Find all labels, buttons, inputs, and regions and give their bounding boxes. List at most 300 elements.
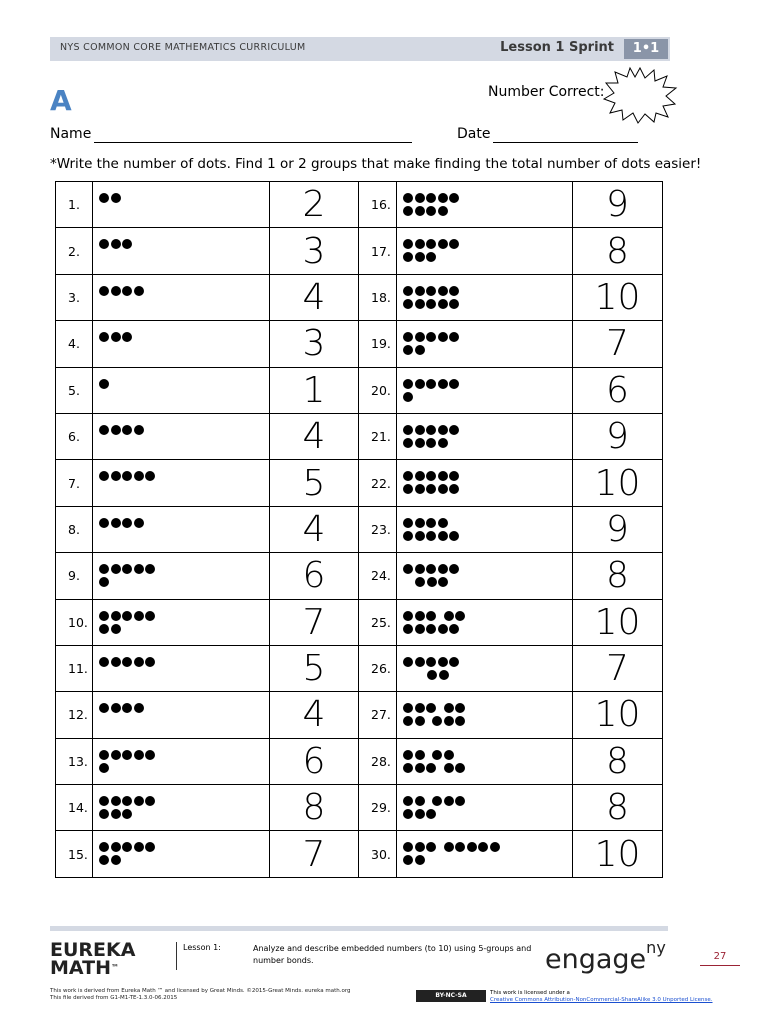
dot bbox=[449, 379, 459, 389]
dot bbox=[403, 657, 413, 667]
dots-cell bbox=[397, 460, 573, 506]
dot bbox=[111, 193, 121, 203]
dot-row bbox=[403, 286, 461, 297]
dot bbox=[438, 518, 448, 528]
dot bbox=[438, 193, 448, 203]
dot bbox=[134, 842, 144, 852]
dot-row bbox=[403, 332, 461, 343]
dot bbox=[99, 564, 109, 574]
dot bbox=[403, 624, 413, 634]
dot bbox=[415, 657, 425, 667]
dots-cell bbox=[93, 367, 270, 413]
dot bbox=[122, 286, 132, 296]
dot bbox=[403, 855, 413, 865]
dot bbox=[438, 379, 448, 389]
problem-number: 3. bbox=[56, 274, 93, 320]
problem-number: 29. bbox=[359, 785, 397, 831]
dot bbox=[111, 611, 121, 621]
dot bbox=[403, 438, 413, 448]
dot bbox=[134, 657, 144, 667]
dot bbox=[427, 577, 437, 587]
dots-cell bbox=[93, 692, 270, 738]
dot bbox=[122, 796, 132, 806]
dot bbox=[455, 763, 465, 773]
problem-number: 22. bbox=[359, 460, 397, 506]
dot-row bbox=[403, 624, 461, 635]
dot-row bbox=[403, 703, 467, 714]
problem-number: 20. bbox=[359, 367, 397, 413]
dot bbox=[478, 842, 488, 852]
dot bbox=[403, 332, 413, 342]
problem-number: 16. bbox=[359, 182, 397, 228]
date-field[interactable] bbox=[493, 142, 638, 143]
answer-cell[interactable]: 6 bbox=[270, 738, 359, 784]
dot bbox=[403, 703, 413, 713]
problem-number: 17. bbox=[359, 228, 397, 274]
dots-cell bbox=[93, 274, 270, 320]
table-row bbox=[56, 460, 663, 506]
dots-cell bbox=[93, 321, 270, 367]
dots-cell bbox=[397, 413, 573, 459]
answer-cell[interactable]: 4 bbox=[270, 692, 359, 738]
dot-row bbox=[403, 252, 438, 263]
answer-cell[interactable]: 7 bbox=[573, 321, 663, 367]
dot bbox=[449, 657, 459, 667]
dot bbox=[426, 193, 436, 203]
name-field[interactable] bbox=[94, 142, 412, 143]
dot bbox=[403, 564, 413, 574]
dot bbox=[134, 564, 144, 574]
dot bbox=[99, 286, 109, 296]
dots-cell bbox=[93, 831, 270, 877]
dot bbox=[438, 564, 448, 574]
dot bbox=[99, 193, 109, 203]
dot-row bbox=[403, 855, 426, 866]
table-row bbox=[56, 599, 663, 645]
problem-number: 11. bbox=[56, 645, 93, 691]
dot bbox=[438, 438, 448, 448]
dot-row bbox=[99, 286, 145, 297]
dots-cell bbox=[93, 599, 270, 645]
dot bbox=[99, 577, 109, 587]
problem-number: 5. bbox=[56, 367, 93, 413]
credit-text: This work is derived from Eureka Math ™ and licensed by Great Minds. ©2015-Great Minds. eureka math.org This file derived from G1-M1-TE-1.3.0-06.2015 bbox=[50, 988, 351, 1001]
dots-cell bbox=[93, 506, 270, 552]
dot-row bbox=[403, 518, 449, 529]
dot-row bbox=[99, 703, 145, 714]
dot bbox=[111, 657, 121, 667]
dots-cell bbox=[397, 321, 573, 367]
dot bbox=[426, 657, 436, 667]
dot bbox=[415, 379, 425, 389]
dot bbox=[426, 842, 436, 852]
dot bbox=[449, 624, 459, 634]
answer-cell[interactable]: 8 bbox=[573, 553, 663, 599]
table-row bbox=[56, 785, 663, 831]
footer-separator bbox=[176, 942, 177, 970]
dot-row bbox=[403, 438, 449, 449]
answer-cell[interactable]: 10 bbox=[573, 274, 663, 320]
dots-cell bbox=[93, 460, 270, 506]
problem-number: 2. bbox=[56, 228, 93, 274]
table-row bbox=[56, 413, 663, 459]
answer-cell[interactable]: 9 bbox=[573, 182, 663, 228]
dot-row bbox=[403, 531, 461, 542]
problem-number: 21. bbox=[359, 413, 397, 459]
dot bbox=[111, 518, 121, 528]
dot bbox=[415, 796, 425, 806]
dot bbox=[111, 425, 121, 435]
answer-cell[interactable]: 10 bbox=[573, 831, 663, 877]
dot-row bbox=[99, 577, 111, 588]
answer-cell[interactable]: 7 bbox=[270, 831, 359, 877]
problem-number: 15. bbox=[56, 831, 93, 877]
dot bbox=[415, 438, 425, 448]
footer-lesson-label: Lesson 1: bbox=[183, 943, 221, 952]
dot bbox=[415, 842, 425, 852]
problem-number: 19. bbox=[359, 321, 397, 367]
dot bbox=[426, 299, 436, 309]
dot bbox=[444, 842, 454, 852]
answer-cell[interactable]: 6 bbox=[573, 367, 663, 413]
dot bbox=[439, 670, 449, 680]
dot bbox=[403, 809, 413, 819]
table-row bbox=[56, 228, 663, 274]
answer-cell[interactable]: 10 bbox=[573, 599, 663, 645]
problem-number: 18. bbox=[359, 274, 397, 320]
sprint-table bbox=[55, 181, 663, 878]
problem-number: 14. bbox=[56, 785, 93, 831]
dots-cell bbox=[93, 645, 270, 691]
table-row bbox=[56, 645, 663, 691]
dot bbox=[122, 332, 132, 342]
table-row bbox=[56, 692, 663, 738]
problem-number: 8. bbox=[56, 506, 93, 552]
dot bbox=[432, 750, 442, 760]
dots-cell bbox=[397, 831, 573, 877]
dot bbox=[111, 750, 121, 760]
dot-row bbox=[403, 670, 450, 681]
dot bbox=[438, 425, 448, 435]
dot bbox=[99, 611, 109, 621]
dot-row bbox=[403, 471, 461, 482]
dots-cell bbox=[93, 738, 270, 784]
dot bbox=[403, 379, 413, 389]
dots-cell bbox=[93, 553, 270, 599]
dot-row bbox=[403, 577, 450, 588]
date-label: Date bbox=[457, 126, 491, 142]
dot bbox=[134, 425, 144, 435]
dot bbox=[99, 425, 109, 435]
dot-row bbox=[99, 425, 145, 436]
dots-cell bbox=[397, 785, 573, 831]
dot bbox=[122, 657, 132, 667]
table-row bbox=[56, 367, 663, 413]
dot bbox=[438, 239, 448, 249]
answer-cell[interactable]: 4 bbox=[270, 274, 359, 320]
answer-cell[interactable]: 9 bbox=[573, 506, 663, 552]
dot bbox=[449, 564, 459, 574]
dot bbox=[99, 703, 109, 713]
header-bar bbox=[50, 37, 670, 61]
dot bbox=[444, 750, 454, 760]
dot bbox=[145, 471, 155, 481]
dot bbox=[438, 332, 448, 342]
dot bbox=[449, 425, 459, 435]
dot bbox=[145, 657, 155, 667]
dot bbox=[111, 624, 121, 634]
dots-cell bbox=[397, 738, 573, 784]
license-link[interactable]: Creative Commons Attribution-NonCommercial-ShareAlike 3.0 Unported License. bbox=[490, 997, 713, 1003]
dot-row bbox=[99, 239, 134, 250]
dot bbox=[432, 796, 442, 806]
answer-cell[interactable]: 7 bbox=[270, 599, 359, 645]
answer-cell[interactable]: 10 bbox=[573, 460, 663, 506]
dot-row bbox=[99, 379, 111, 390]
dot bbox=[438, 484, 448, 494]
problem-number: 12. bbox=[56, 692, 93, 738]
dot bbox=[426, 763, 436, 773]
dot bbox=[145, 842, 155, 852]
problem-number: 30. bbox=[359, 831, 397, 877]
dot bbox=[403, 299, 413, 309]
dot bbox=[99, 842, 109, 852]
dot bbox=[145, 750, 155, 760]
dot-row bbox=[403, 425, 461, 436]
problem-number: 4. bbox=[56, 321, 93, 367]
table-row bbox=[56, 182, 663, 228]
dots-cell bbox=[93, 228, 270, 274]
dot bbox=[426, 438, 436, 448]
problem-number: 28. bbox=[359, 738, 397, 784]
dot bbox=[415, 471, 425, 481]
dot bbox=[99, 763, 109, 773]
dot bbox=[99, 796, 109, 806]
table-row bbox=[56, 274, 663, 320]
dot bbox=[432, 716, 442, 726]
dot bbox=[426, 703, 436, 713]
table-row bbox=[56, 553, 663, 599]
dots-cell bbox=[397, 553, 573, 599]
dot bbox=[415, 716, 425, 726]
dot bbox=[134, 750, 144, 760]
dot bbox=[403, 842, 413, 852]
answer-cell[interactable]: 8 bbox=[573, 738, 663, 784]
dot bbox=[455, 703, 465, 713]
dot bbox=[426, 252, 436, 262]
answer-cell[interactable]: 3 bbox=[270, 228, 359, 274]
footer-divider bbox=[50, 926, 668, 931]
dot bbox=[111, 842, 121, 852]
dot bbox=[467, 842, 477, 852]
problem-number: 25. bbox=[359, 599, 397, 645]
dot bbox=[99, 750, 109, 760]
dot bbox=[111, 239, 121, 249]
dot bbox=[438, 657, 448, 667]
dot bbox=[438, 299, 448, 309]
dot bbox=[415, 239, 425, 249]
dot bbox=[444, 703, 454, 713]
table-row bbox=[56, 831, 663, 877]
dots-cell bbox=[93, 413, 270, 459]
dot bbox=[134, 703, 144, 713]
dot bbox=[99, 809, 109, 819]
dots-cell bbox=[397, 645, 573, 691]
dot bbox=[122, 518, 132, 528]
dot bbox=[99, 624, 109, 634]
answer-cell[interactable]: 5 bbox=[270, 460, 359, 506]
dot-row bbox=[403, 611, 467, 622]
dot bbox=[122, 703, 132, 713]
answer-cell[interactable]: 7 bbox=[573, 645, 663, 691]
cc-license-badge[interactable]: BY-NC-SA bbox=[416, 990, 486, 1002]
dot bbox=[449, 531, 459, 541]
dot bbox=[122, 425, 132, 435]
dot-row bbox=[403, 345, 426, 356]
dot-row bbox=[403, 206, 449, 217]
dot bbox=[111, 703, 121, 713]
dot bbox=[111, 796, 121, 806]
dot bbox=[426, 286, 436, 296]
dot bbox=[415, 577, 425, 587]
dot bbox=[403, 286, 413, 296]
dot bbox=[415, 809, 425, 819]
dot bbox=[99, 239, 109, 249]
name-label: Name bbox=[50, 126, 92, 142]
dot bbox=[449, 193, 459, 203]
dot bbox=[134, 796, 144, 806]
dot bbox=[403, 252, 413, 262]
dot-row bbox=[403, 564, 461, 575]
dot bbox=[99, 855, 109, 865]
dot bbox=[403, 206, 413, 216]
dot bbox=[415, 332, 425, 342]
dot bbox=[438, 624, 448, 634]
engage-ny-logo: engage$^{ny}$ bbox=[545, 938, 666, 975]
dot bbox=[403, 193, 413, 203]
dot bbox=[426, 425, 436, 435]
dot bbox=[415, 611, 425, 621]
dot bbox=[134, 471, 144, 481]
dot bbox=[438, 577, 448, 587]
dot-row bbox=[99, 471, 157, 482]
dot bbox=[99, 379, 109, 389]
dot bbox=[449, 484, 459, 494]
dot bbox=[403, 239, 413, 249]
answer-cell[interactable]: 3 bbox=[270, 321, 359, 367]
dot bbox=[111, 809, 121, 819]
dot bbox=[455, 716, 465, 726]
answer-cell[interactable]: 10 bbox=[573, 692, 663, 738]
dot bbox=[415, 750, 425, 760]
dot bbox=[403, 518, 413, 528]
lesson-badge: 1•1 bbox=[624, 39, 668, 59]
dot bbox=[111, 564, 121, 574]
problem-number: 13. bbox=[56, 738, 93, 784]
dots-cell bbox=[93, 785, 270, 831]
dot bbox=[403, 611, 413, 621]
sprint-letter: A bbox=[50, 84, 72, 117]
dots-cell bbox=[397, 692, 573, 738]
dot-row bbox=[99, 193, 122, 204]
dots-cell bbox=[397, 599, 573, 645]
answer-cell[interactable]: 2 bbox=[270, 182, 359, 228]
dot-row bbox=[99, 332, 134, 343]
dot bbox=[449, 286, 459, 296]
dot bbox=[99, 471, 109, 481]
dot-row bbox=[403, 796, 467, 807]
dot bbox=[122, 809, 132, 819]
answer-cell[interactable]: 9 bbox=[573, 413, 663, 459]
dot-row bbox=[403, 299, 461, 310]
dot-row bbox=[99, 624, 122, 635]
answer-cell[interactable]: 4 bbox=[270, 506, 359, 552]
dot-row bbox=[403, 657, 461, 668]
dot bbox=[122, 471, 132, 481]
dot bbox=[145, 611, 155, 621]
answer-cell[interactable]: 8 bbox=[573, 228, 663, 274]
dot bbox=[426, 471, 436, 481]
dot bbox=[415, 703, 425, 713]
dot bbox=[415, 531, 425, 541]
dot bbox=[444, 611, 454, 621]
dot bbox=[426, 484, 436, 494]
dot-row bbox=[403, 239, 461, 250]
dot-row bbox=[99, 842, 157, 853]
dot bbox=[415, 193, 425, 203]
dot bbox=[111, 855, 121, 865]
lesson-title: Lesson 1 Sprint bbox=[500, 40, 614, 55]
dot-row bbox=[99, 564, 157, 575]
dot bbox=[403, 763, 413, 773]
answer-cell[interactable]: 4 bbox=[270, 413, 359, 459]
dot bbox=[455, 796, 465, 806]
dot bbox=[403, 471, 413, 481]
table-row bbox=[56, 738, 663, 784]
dots-cell bbox=[397, 228, 573, 274]
table-row bbox=[56, 321, 663, 367]
dot bbox=[438, 206, 448, 216]
dot bbox=[426, 624, 436, 634]
answer-cell[interactable]: 8 bbox=[270, 785, 359, 831]
answer-cell[interactable]: 1 bbox=[270, 367, 359, 413]
answer-cell[interactable]: 5 bbox=[270, 645, 359, 691]
dot-row bbox=[99, 809, 134, 820]
dot-row bbox=[99, 855, 122, 866]
dot bbox=[415, 286, 425, 296]
answer-cell[interactable]: 8 bbox=[573, 785, 663, 831]
dot bbox=[455, 611, 465, 621]
dot-row bbox=[403, 716, 467, 727]
dot bbox=[490, 842, 500, 852]
dot bbox=[415, 252, 425, 262]
dot bbox=[444, 716, 454, 726]
dot bbox=[427, 670, 437, 680]
dot bbox=[438, 531, 448, 541]
answer-cell[interactable]: 6 bbox=[270, 553, 359, 599]
dot bbox=[426, 531, 436, 541]
dot bbox=[438, 471, 448, 481]
problem-number: 9. bbox=[56, 553, 93, 599]
problem-number: 24. bbox=[359, 553, 397, 599]
dot bbox=[438, 286, 448, 296]
dot bbox=[145, 564, 155, 574]
dot bbox=[403, 750, 413, 760]
dot bbox=[403, 796, 413, 806]
dot-row bbox=[403, 392, 415, 403]
problem-number: 6. bbox=[56, 413, 93, 459]
dot bbox=[415, 624, 425, 634]
